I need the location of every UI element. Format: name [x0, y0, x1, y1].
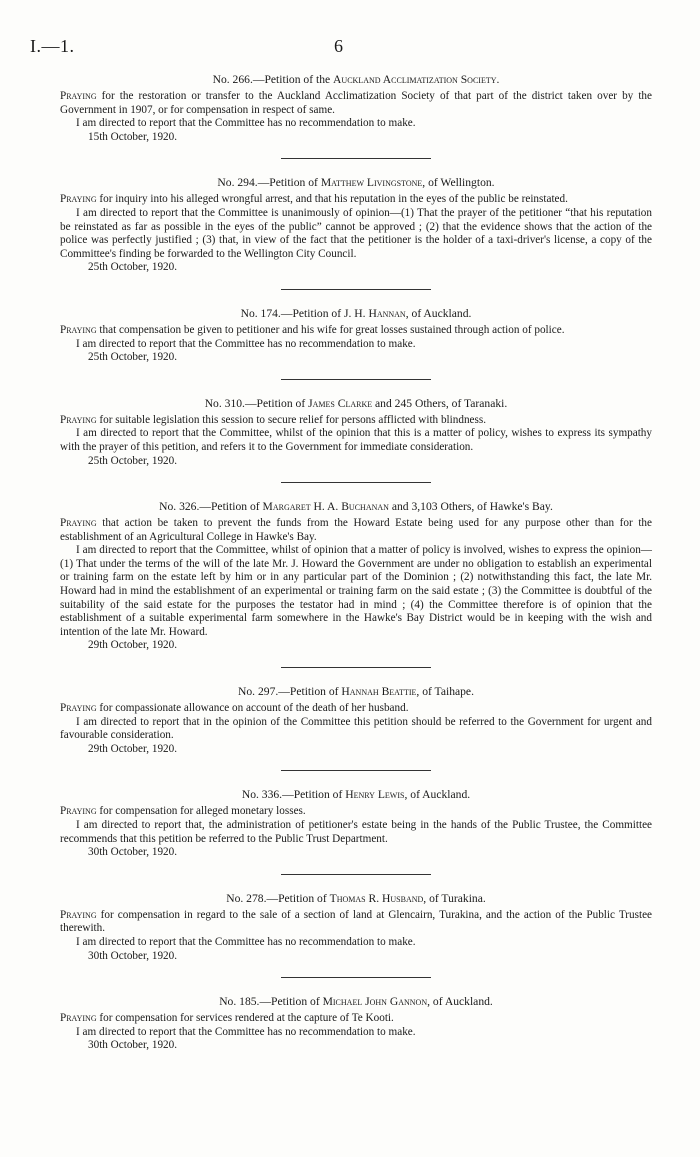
divider-rule — [281, 379, 431, 380]
praying-text: for suitable legislation this session to secure relief for persons afflicted with blindness. — [96, 413, 487, 426]
committee-report: I am directed to report that the Committee is unanimously of opinion—(1) That the prayer of the petitioner “that his reputation be reinstated as far as possible in the eyes of the public” cannot be approved ; (2) that the evidence shows that the action of the police was perfectly justified ; (3) that, in view of the fact that the petitioner is the holder of a taxi-driver's license, a copy of the Committee's finding be forwarded to the Wellington City Council. — [60, 206, 652, 260]
committee-report: I am directed to report that the Committee, whilst of the opinion that this is a matter of policy, wishes to express its sympathy with the prayer of this petition, and refers it to the Government for immediate consideration. — [60, 427, 652, 453]
praying-text: for compensation for services rendered at the capture of Te Kooti. — [96, 1012, 394, 1025]
divider-rule — [281, 158, 431, 159]
petition-number: No. 294. — [217, 176, 258, 190]
report-date: 29th October, 1920. — [88, 639, 178, 652]
petition-185 — [60, 994, 652, 1053]
petition-of: —Petition of — [244, 396, 309, 410]
petition-title — [60, 306, 652, 321]
petitioner-place: and 3,103 Others, of Hawke's Bay. — [388, 500, 553, 514]
praying-text: for inquiry into his alleged wrongful arrest, and that his reputation in the eyes of the public be reinstated. — [96, 193, 568, 206]
petition-of: —Petition of — [278, 685, 342, 699]
committee-report: I am directed to report that the Committee has no recommendation to make. — [76, 935, 416, 948]
petitioner-name: Hannah Beattie — [341, 685, 417, 699]
praying-paragraph — [60, 1012, 652, 1026]
petition-326 — [60, 499, 652, 653]
report-date: 30th October, 1920. — [88, 949, 178, 962]
petition-title — [60, 175, 652, 190]
committee-report: I am directed to report that in the opinion of the Committee this petition should be referred to the Government for urgent and favourable consideration. — [60, 715, 652, 742]
page-number: 6 — [334, 36, 343, 56]
petition-266 — [60, 72, 652, 144]
petition-title — [60, 396, 652, 411]
praying-label: Praying — [60, 193, 97, 206]
divider-rule — [281, 874, 431, 875]
petition-title — [60, 499, 652, 514]
report-date: 25th October, 1920. — [88, 261, 178, 274]
parliamentary-paper-reference: I.—1. — [30, 36, 75, 56]
petition-number: No. 174. — [240, 306, 281, 320]
petition-294 — [60, 175, 652, 275]
petition-of: —Petition of — [199, 500, 263, 514]
petitioner-name: Thomas R. Husband — [329, 891, 424, 905]
divider-rule — [281, 667, 431, 668]
petitioner-name: Henry Lewis — [345, 788, 405, 802]
praying-label: Praying — [60, 1012, 97, 1025]
report-date: 29th October, 1920. — [88, 742, 178, 755]
petition-number: No. 278. — [226, 891, 267, 905]
petition-number: No. 310. — [204, 396, 245, 410]
praying-paragraph — [60, 805, 652, 819]
petitions-list — [60, 72, 652, 1053]
praying-label: Praying — [60, 413, 97, 426]
report-date: 25th October, 1920. — [88, 351, 178, 364]
petition-title — [60, 787, 652, 802]
petition-of: —Petition of — [259, 995, 323, 1009]
divider-rule — [281, 289, 431, 290]
petitioner-place: , of Auckland. — [427, 995, 493, 1009]
petitioner-name: Auckland Acclimatization Society — [333, 73, 497, 86]
petition-number: No. 185. — [219, 995, 260, 1009]
petition-of: —Petition of — [282, 788, 346, 802]
report-date: 15th October, 1920. — [88, 130, 178, 143]
petitioner-name: Matthew Livingstone — [320, 176, 423, 190]
praying-label: Praying — [60, 517, 97, 530]
petition-of: —Petition of — [257, 176, 321, 190]
praying-label: Praying — [60, 805, 97, 818]
petitioner-name: J. H. Hannan — [343, 306, 406, 320]
petitioner-place: , of Auckland. — [404, 788, 471, 802]
divider-rule — [281, 977, 431, 978]
petition-of: —Petition of — [280, 306, 344, 320]
praying-label: Praying — [60, 908, 97, 921]
petition-number: No. 336. — [241, 788, 283, 802]
petition-of: —Petition of — [266, 891, 330, 905]
praying-label: Praying — [60, 702, 97, 715]
petitioner-name: James Clarke — [308, 396, 373, 410]
report-date: 30th October, 1920. — [88, 1039, 178, 1052]
petition-number: No. 266. — [212, 73, 253, 86]
report-date: 30th October, 1920. — [88, 846, 178, 859]
committee-report: I am directed to report that the Committee has no recommendation to make. — [76, 1025, 416, 1038]
petitioner-place: , of Turakina. — [423, 891, 486, 905]
petition-title — [60, 891, 652, 906]
petition-297 — [60, 684, 652, 756]
divider-rule — [281, 770, 431, 771]
praying-paragraph — [60, 90, 652, 117]
petition-310 — [60, 396, 652, 468]
petition-title — [60, 72, 652, 87]
praying-paragraph — [60, 324, 652, 338]
petitioner-name: Margaret H. A. Buchanan — [262, 500, 389, 514]
praying-text: for compensation for alleged monetary losses. — [96, 805, 306, 818]
petition-of: —Petition of the — [252, 73, 334, 86]
petition-title — [60, 684, 652, 699]
petition-number: No. 326. — [159, 500, 200, 514]
petitioner-name: Michael John Gannon — [322, 995, 428, 1009]
praying-paragraph — [60, 414, 652, 428]
praying-label: Praying — [60, 90, 97, 102]
petitioner-place: . — [496, 73, 500, 86]
praying-text: for the restoration or transfer to the Auckland Acclimatization Society of that part of the district taken over by the Government in 1907, or for compensation in respect of same. — [60, 90, 652, 116]
praying-paragraph — [60, 193, 652, 207]
petitioner-place: and 245 Others, of Taranaki. — [372, 396, 508, 410]
committee-report: I am directed to report that, the administration of petitioner's estate being in the hands of the Public Trustee, the Committee recommends that this petition be referred to the Public Trust Department. — [60, 819, 652, 845]
praying-label: Praying — [60, 323, 97, 336]
praying-text: for compassionate allowance on account of the death of her husband. — [96, 702, 409, 715]
praying-text: that compensation be given to petitioner and his wife for great losses sustained through action of police. — [96, 323, 565, 336]
petition-174 — [60, 306, 652, 365]
petition-number: No. 297. — [238, 685, 279, 699]
divider-rule — [281, 482, 431, 483]
petitioner-place: , of Auckland. — [405, 306, 472, 320]
report-date: 25th October, 1920. — [88, 454, 178, 467]
page-header — [30, 36, 670, 60]
petitioner-place: , of Taihape. — [416, 685, 474, 699]
praying-paragraph — [60, 909, 652, 936]
petition-title — [60, 994, 652, 1009]
praying-paragraph — [60, 702, 652, 716]
praying-paragraph — [60, 517, 652, 544]
committee-report: I am directed to report that the Committee, whilst of opinion that a matter of policy is involved, wishes to express the opinion—(1) That under the terms of the will of the late Mr. J. Howard the Government are under no obligation to establish an experimental or training farm on the estate left by him or in any particular part of the Dominion ; (2) notwithstanding this fact, the late Mr. Howard had in mind the establishment of an experimental or training farm on the said estate ; (3) the Committee is doubtful of the suitability of the said estate for the purposes the testator had in mind ; (4) the Committee therefore is of opinion that the establishment of a suitable experimental farm somewhere in the Hawke's Bay District would be in keeping with the wish and intention of the late Mr. Howard. — [60, 544, 652, 638]
committee-report: I am directed to report that the Committee has no recommendation to make. — [76, 337, 416, 350]
committee-report: I am directed to report that the Committee has no recommendation to make. — [76, 117, 416, 130]
praying-text: that action be taken to prevent the funds from the Howard Estate being used for any purpose other than for the establishment of an Agricultural College in Hawke's Bay. — [60, 517, 652, 543]
petitioner-place: , of Wellington. — [422, 176, 495, 190]
petition-336 — [60, 787, 652, 859]
praying-text: for compensation in regard to the sale of a section of land at Glencairn, Turakina, and the action of the Public Trustee therewith. — [60, 908, 652, 935]
petition-278 — [60, 891, 652, 963]
